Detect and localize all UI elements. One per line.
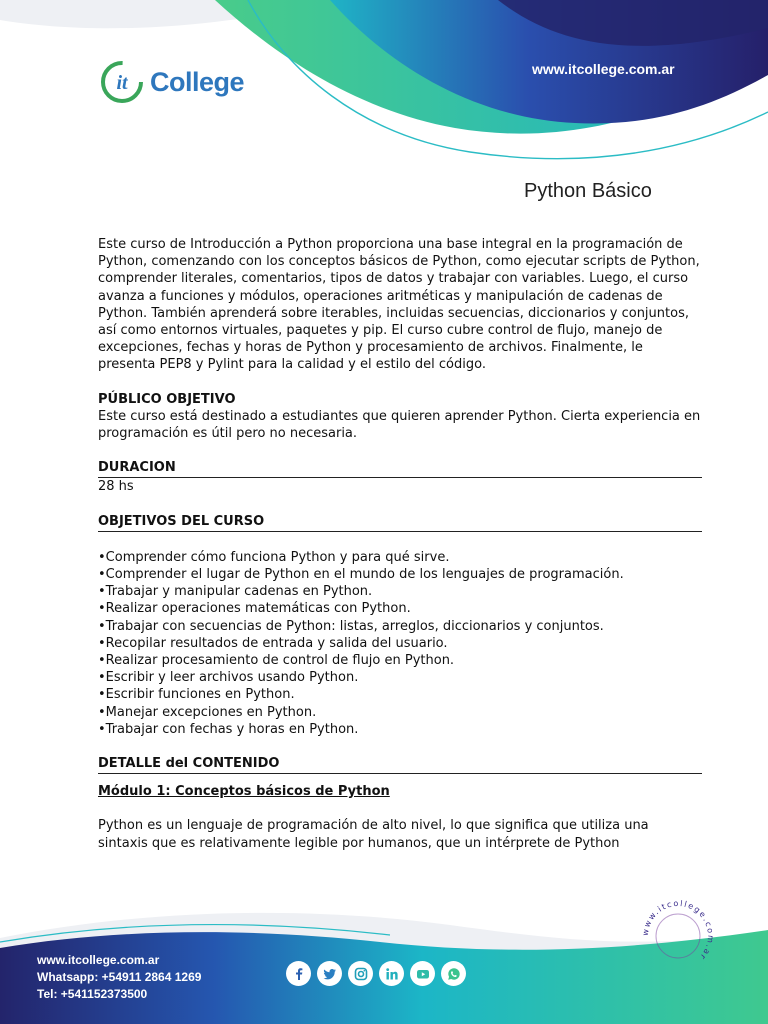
audience-heading: PÚBLICO OBJETIVO <box>98 391 236 407</box>
objective-item: • Trabajar con fechas y horas en Python. <box>98 721 702 738</box>
social-icons-row <box>286 961 466 986</box>
document-title: Python Básico <box>524 180 652 202</box>
svg-text:www.itcollege.com.ar <box>641 899 716 962</box>
document-body <box>98 236 702 852</box>
objective-item: • Trabajar y manipular cadenas en Python. <box>98 583 702 600</box>
objectives-heading: OBJETIVOS DEL CURSO <box>98 513 702 532</box>
objective-item: • Comprender el lugar de Python en el mundo de los lenguajes de programación. <box>98 566 702 583</box>
stamp-text: www.itcollege.com.ar <box>640 898 716 963</box>
objective-item: • Realizar procesamiento de control de flujo en Python. <box>98 652 702 669</box>
objectives-list <box>98 549 702 738</box>
footer-whatsapp[interactable]: Whatsapp: +54911 2864 1269 <box>37 970 202 984</box>
objective-item: • Manejar excepciones en Python. <box>98 704 702 721</box>
objective-item: • Trabajar con secuencias de Python: listas, arreglos, diccionarios y conjuntos. <box>98 618 702 635</box>
whatsapp-icon[interactable] <box>441 961 466 986</box>
facebook-icon[interactable] <box>286 961 311 986</box>
duration-heading: DURACION <box>98 459 702 478</box>
footer-website-link[interactable]: www.itcollege.com.ar <box>37 953 160 967</box>
objective-item: • Escribir funciones en Python. <box>98 686 702 703</box>
circular-website-stamp <box>637 895 719 977</box>
itcollege-logo <box>100 60 244 104</box>
logo-badge-text: it <box>116 72 128 94</box>
youtube-icon[interactable] <box>410 961 435 986</box>
instagram-icon[interactable] <box>348 961 373 986</box>
objective-item: • Realizar operaciones matemáticas con Python. <box>98 600 702 617</box>
audience-text: Este curso está destinado a estudiantes que quieren aprender Python. Cierta experiencia en programación es útil pero no necesaria. <box>98 408 701 442</box>
footer-phone[interactable]: Tel: +541152373500 <box>37 987 148 1001</box>
objective-item: • Recopilar resultados de entrada y salida del usuario. <box>98 635 702 652</box>
content-detail-heading: DETALLE del CONTENIDO <box>98 755 702 774</box>
module-1-text: Python es un lenguaje de programación de alto nivel, lo que significa que utiliza una sintaxis que es relativamente legible por humanos, que un intérprete de Python <box>98 818 649 851</box>
linkedin-icon[interactable] <box>379 961 404 986</box>
module-1-title: Módulo 1: Conceptos básicos de Python <box>98 784 390 800</box>
objective-item: • Comprender cómo funciona Python y para qué sirve. <box>98 549 702 566</box>
course-intro-paragraph: Este curso de Introducción a Python proporciona una base integral en la programación de Python, comenzando con los conceptos básicos de Python, como ejecutar scripts de Python, comprender literales, comentarios, tipos de datos y trabajar con variables. Luego, el curso avanza a funciones y módulos, operaciones aritméticas y manipulación de cadenas de Python. También aprenderá sobre iterables, incluidas secuencias, diccionarios y conjuntos, así como entornos virtuales, paquetes y pip. El curso cubre control de flujo, manejo de excepciones, fechas y horas de Python y procesamiento de archivos. Finalmente, le presenta PEP8 y Pylint para la calidad y el estilo del código. <box>98 237 700 373</box>
logo-wordmark: College <box>150 66 245 97</box>
footer-contact-block <box>37 952 201 1003</box>
logo-badge-icon <box>100 60 144 104</box>
objective-item: • Escribir y leer archivos usando Python. <box>98 669 702 686</box>
duration-value: 28 hs <box>98 479 134 495</box>
header-website-link[interactable]: www.itcollege.com.ar <box>532 61 675 77</box>
twitter-icon[interactable] <box>317 961 342 986</box>
